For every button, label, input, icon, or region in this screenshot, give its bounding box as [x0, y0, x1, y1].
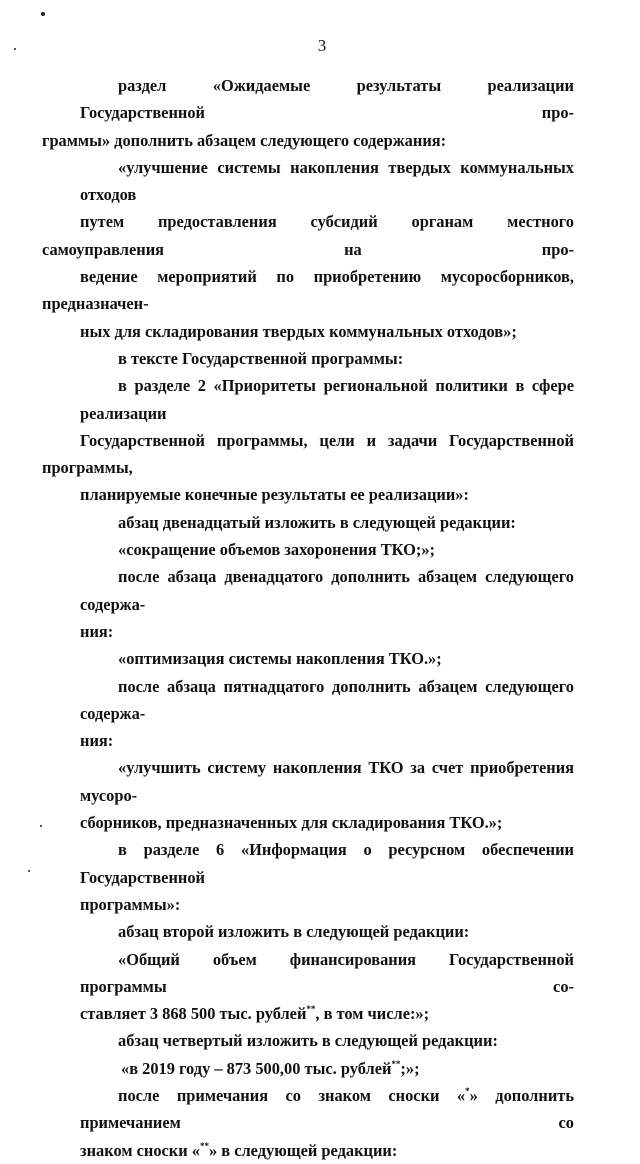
text-line: планируемые конечные результаты ее реализации»:	[80, 485, 469, 505]
text-line: «Общий объем финансирования Государственной программы со-	[80, 949, 574, 996]
paragraph-after-note	[80, 1082, 574, 1164]
year-tail: ;»;	[400, 1058, 420, 1078]
text-line: «оптимизация системы накопления ТКО.»;	[118, 649, 442, 669]
text-line: «улучшить систему накопления ТКО за счет приобретения мусоро-	[80, 758, 574, 805]
document-body	[42, 72, 574, 1164]
text-line: после абзаца пятнадцатого дополнить абзацем следующего содержа-	[80, 676, 574, 723]
text-line: ных для складирования твердых коммунальных отходов»;	[80, 321, 517, 341]
text-line	[42, 1137, 574, 1164]
paragraph-reduction	[80, 536, 574, 563]
paragraph-financing	[80, 946, 574, 1028]
text-line: после абзаца двенадцатого дополнить абзацем следующего содержа-	[80, 567, 574, 614]
paragraph-section-6	[80, 836, 574, 918]
paragraph-section-2	[42, 372, 574, 508]
text-line: абзац двенадцатый изложить в следующей редакции:	[118, 512, 516, 532]
text-line: в разделе 2 «Приоритеты региональной политики в сфере реализации	[80, 376, 574, 423]
paragraph-section-expected-results	[42, 72, 574, 154]
text-line	[80, 1082, 574, 1137]
note-text: знаком сноски «	[80, 1140, 200, 1160]
paragraph-twelfth	[80, 509, 574, 536]
page-number: 3	[317, 36, 327, 55]
paragraph-after-twelfth	[80, 563, 574, 645]
paragraph-improve-system	[80, 754, 574, 836]
paragraph-quoted-improvement	[42, 154, 574, 345]
note-text: » в следующей редакции:	[208, 1140, 398, 1160]
text-line: граммы» дополнить абзацем следующего содержания:	[42, 130, 447, 150]
text-line: ния:	[80, 731, 114, 751]
text-line	[83, 1055, 574, 1082]
text-line: ведение мероприятий по приобретению мусоросборников, предназначен-	[42, 267, 574, 314]
note-text: после примечания со знаком сноски «	[118, 1085, 466, 1105]
footnote-mark: **	[199, 1140, 209, 1151]
text-line: в тексте Государственной программы:	[118, 348, 404, 368]
financing-tail: , в том числе:»;	[315, 1004, 430, 1024]
text-line: программы»:	[80, 894, 181, 914]
scan-speck	[41, 12, 45, 16]
footnote-mark: **	[391, 1058, 401, 1069]
footnote-mark: **	[306, 1004, 316, 1015]
paragraph-year-2019	[80, 1055, 574, 1082]
text-line: раздел «Ожидаемые результаты реализации Государственной про-	[80, 76, 574, 123]
text-line	[42, 1000, 574, 1027]
footnote-mark: *	[465, 1085, 470, 1096]
year-amount: «в 2019 году – 873 500,00 тыс. рублей	[121, 1058, 392, 1078]
paragraph-in-text	[80, 345, 574, 372]
text-line: «сокращение объемов захоронения ТКО;»;	[118, 540, 435, 560]
text-line: путем предоставления субсидий органам местного самоуправления на про-	[42, 212, 574, 259]
text-line: в разделе 6 «Информация о ресурсном обеспечении Государственной	[80, 840, 574, 887]
paragraph-fourth	[80, 1027, 574, 1054]
text-line: сборников, предназначенных для складирования ТКО.»;	[80, 813, 503, 833]
paragraph-optimization	[80, 645, 574, 672]
text-line: ния:	[80, 621, 114, 641]
paragraph-after-fifteenth	[80, 673, 574, 755]
text-line: абзац четвертый изложить в следующей редакции:	[118, 1031, 498, 1051]
paragraph-second	[80, 918, 574, 945]
text-line: Государственной программы, цели и задачи Государственной программы,	[42, 430, 574, 478]
financing-amount: ставляет 3 868 500 тыс. рублей	[80, 1004, 307, 1024]
note-text: » дополнить примечанием со	[80, 1085, 574, 1133]
text-line: абзац второй изложить в следующей редакции:	[118, 922, 470, 942]
scan-speck	[28, 870, 30, 872]
text-line: «улучшение системы накопления твердых коммунальных отходов	[80, 157, 574, 205]
